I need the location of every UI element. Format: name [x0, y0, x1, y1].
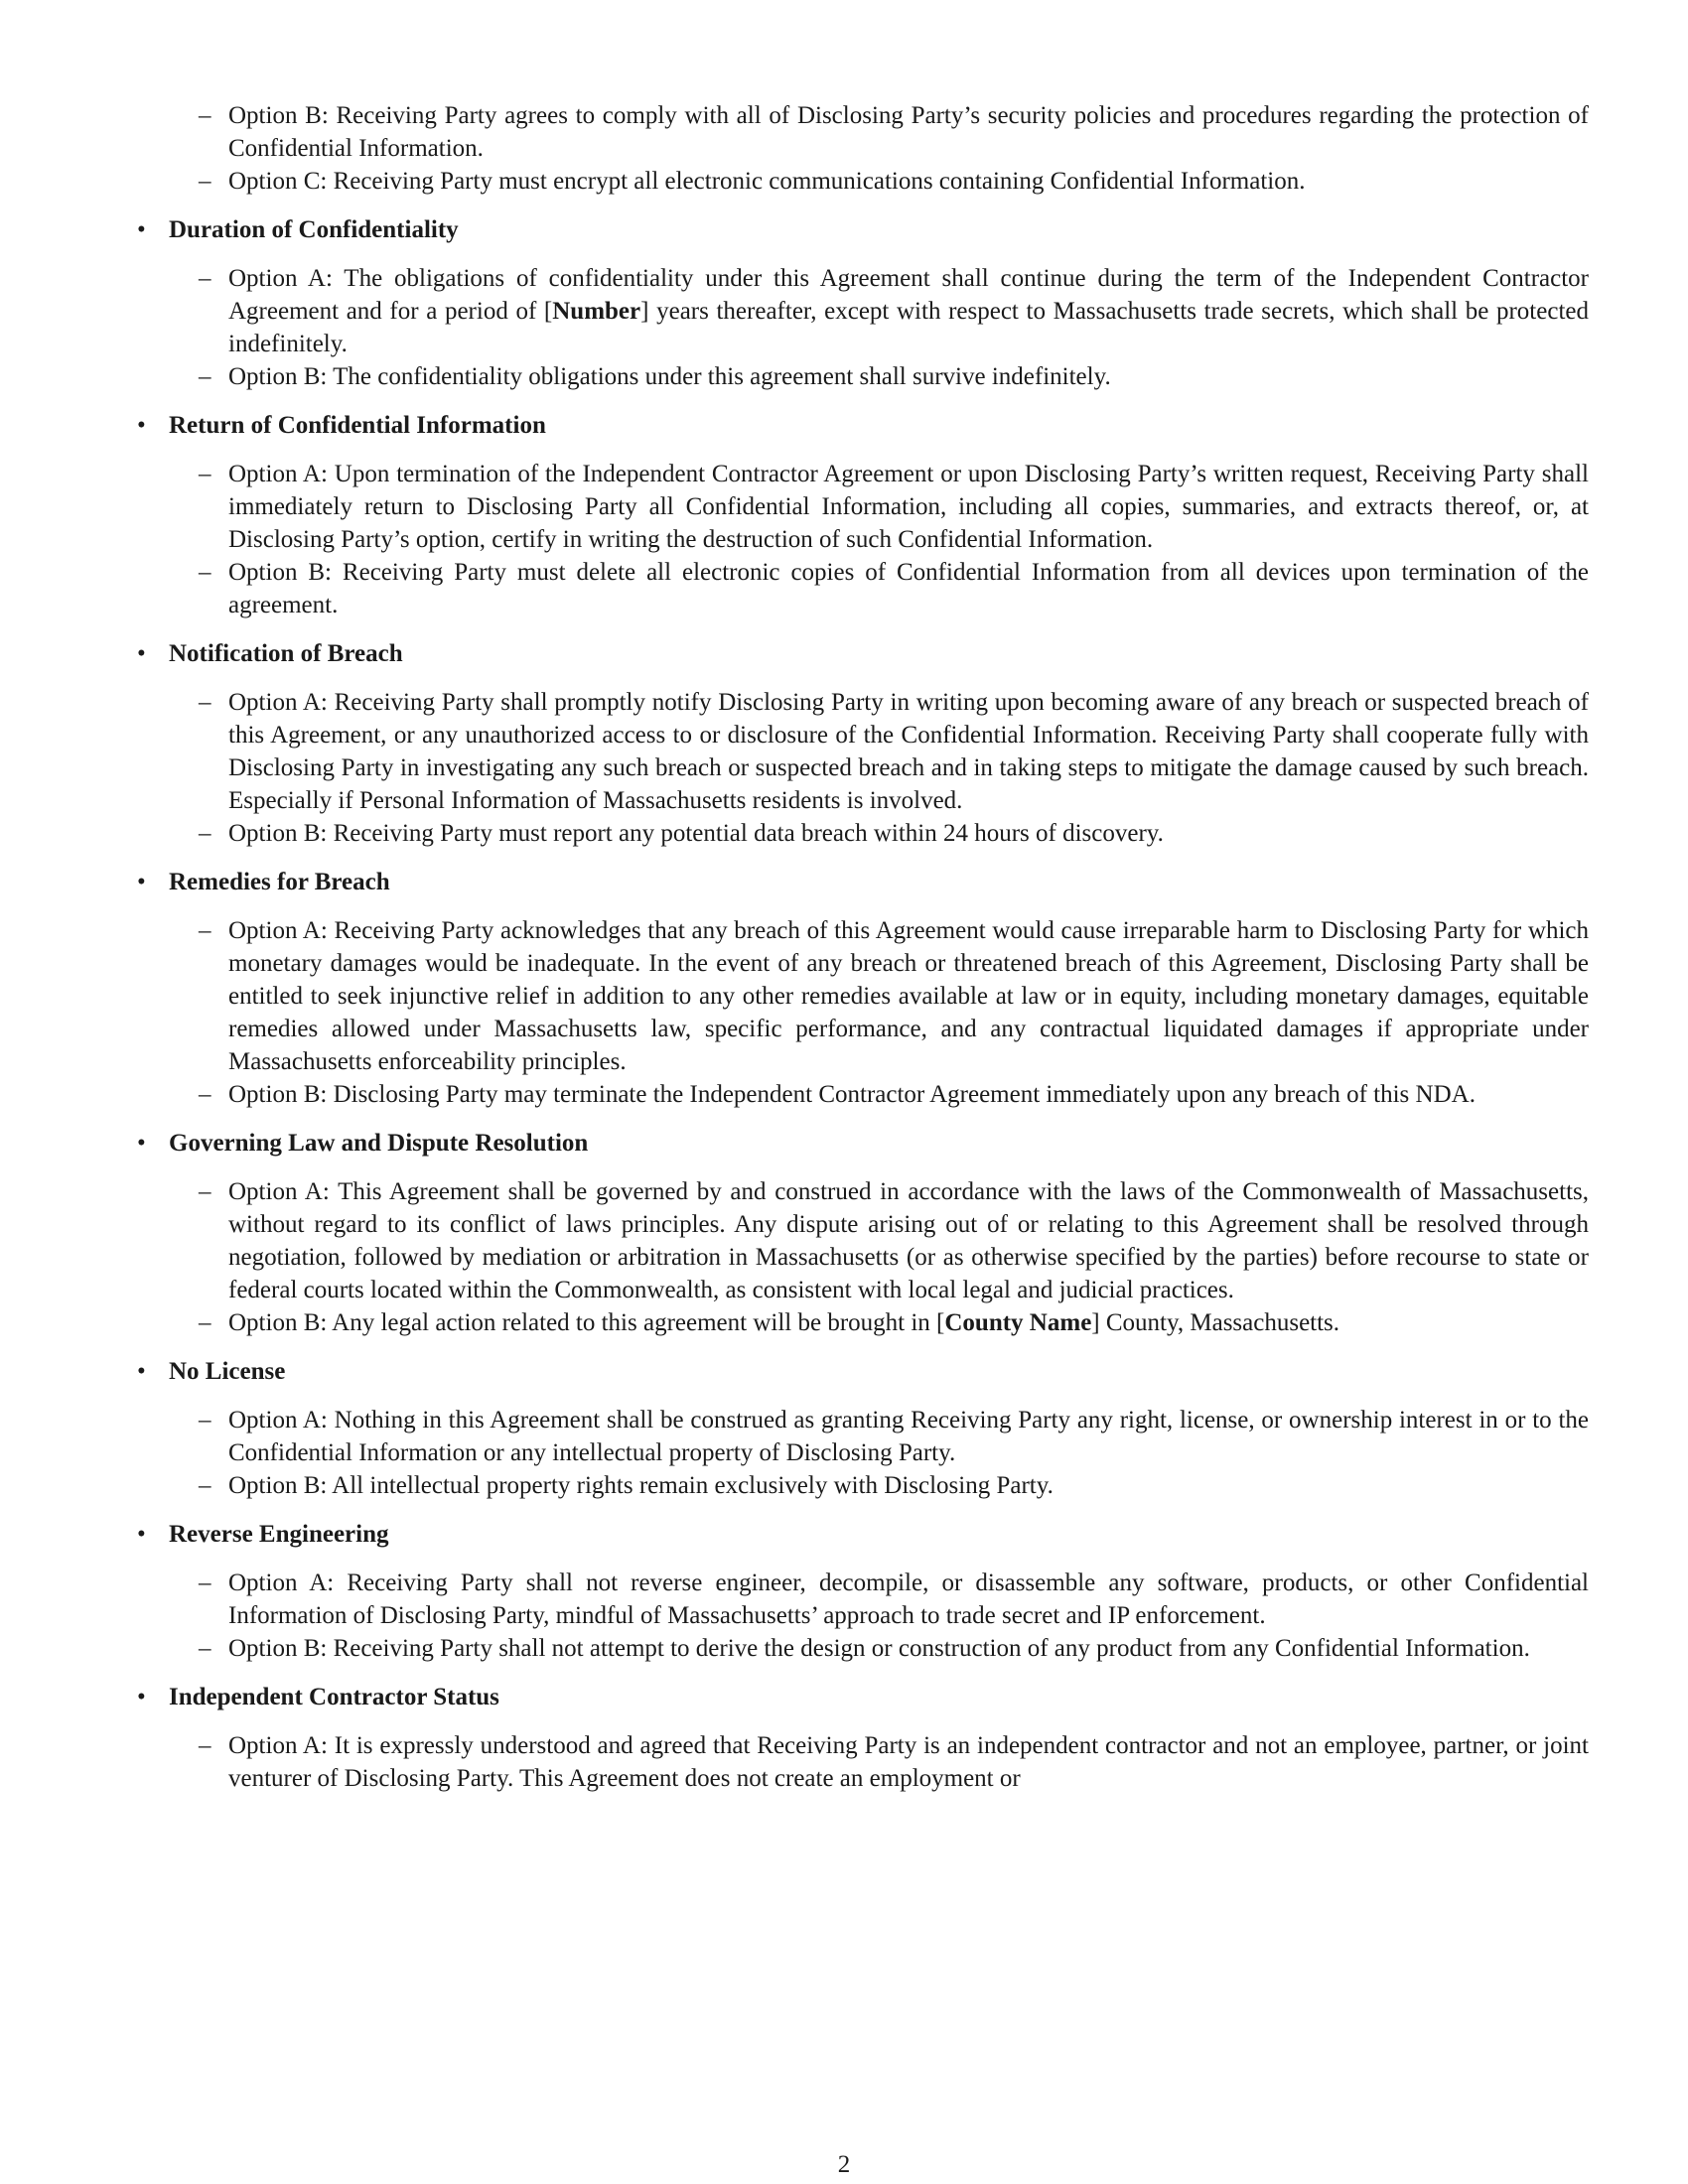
dash-icon: – [199, 1472, 211, 1499]
option-list [169, 914, 1589, 1111]
document-body [137, 99, 1589, 1795]
option-text: Option A: This Agreement shall be governed by and construed in accordance with the laws of the Commonwealth of Massachusetts, without regard to its conflict of laws principles. Any dispute arising out of or relating to this Agreement shall be resolved through negotiation, followed by mediation or arbitration in Massachusetts (or as otherwise specified by the parties) before recourse to state or federal courts located within the Commonwealth, as consistent with local legal and judicial practices. [228, 1178, 1589, 1303]
section-title: Return of Confidential Information [169, 412, 546, 439]
option-list [169, 458, 1589, 621]
dash-icon: – [199, 265, 211, 292]
section-title: Independent Contractor Status [169, 1684, 499, 1710]
dash-icon: – [199, 559, 211, 586]
dash-icon: – [199, 1178, 211, 1205]
option-item [199, 360, 1589, 393]
option-text: Option B: Receiving Party agrees to comply with all of Disclosing Party’s security policies and procedures regarding the protection of Confidential Information. [228, 102, 1589, 162]
option-item [199, 914, 1589, 1078]
dash-icon: – [199, 1407, 211, 1433]
option-list [169, 1404, 1589, 1502]
section-title: Remedies for Breach [169, 869, 390, 895]
section-item [137, 1681, 1589, 1795]
option-list [169, 1729, 1589, 1795]
option-text: Option B: All intellectual property rights remain exclusively with Disclosing Party. [228, 1472, 1054, 1499]
bullet-icon: • [137, 640, 146, 667]
option-text: Option B: Disclosing Party may terminate the Independent Contractor Agreement immediately upon any breach of this NDA. [228, 1081, 1476, 1108]
dash-icon: – [199, 1732, 211, 1759]
option-list [169, 1175, 1589, 1339]
option-text: Option B: Receiving Party must delete all electronic copies of Confidential Information from all devices upon termination of the agreement. [228, 559, 1589, 618]
dash-icon: – [199, 1309, 211, 1336]
dash-icon: – [199, 1635, 211, 1662]
bullet-icon: • [137, 1521, 146, 1548]
option-item [199, 165, 1589, 198]
dash-icon: – [199, 363, 211, 390]
section-list [137, 99, 1589, 1795]
section-title: Governing Law and Dispute Resolution [169, 1130, 589, 1157]
option-text: ] years thereafter, except with respect to Massachusetts trade secrets, which shall be protected indefinitely. [228, 298, 1589, 357]
placeholder-field: County Name [944, 1309, 1092, 1336]
dash-icon: – [199, 102, 211, 129]
option-item [199, 556, 1589, 621]
option-item [199, 1469, 1589, 1502]
option-text: Option B: Receiving Party must report any potential data breach within 24 hours of discovery. [228, 820, 1164, 847]
option-text: Option A: Receiving Party shall promptly notify Disclosing Party in writing upon becoming aware of any breach or suspected breach of this Agreement, or any unauthorized access to or disclosure of the Confidential Information. Receiving Party shall cooperate fully with Disclosing Party in investigating any such breach or suspected breach and in taking steps to mitigate the damage caused by such breach. Especially if Personal Information of Massachusetts residents is involved. [228, 689, 1589, 814]
option-item [199, 817, 1589, 850]
option-text: Option B: The confidentiality obligations under this agreement shall survive indefinitely. [228, 363, 1111, 390]
option-item [199, 1404, 1589, 1469]
section-item [137, 1355, 1589, 1502]
section-title: No License [169, 1358, 286, 1385]
page-number: 2 [837, 2151, 851, 2178]
option-item [199, 1729, 1589, 1795]
section-item [137, 637, 1589, 850]
dash-icon: – [199, 1081, 211, 1108]
bullet-icon: • [137, 412, 146, 439]
dash-icon: – [199, 1570, 211, 1596]
option-list [169, 686, 1589, 850]
bullet-icon: • [137, 1130, 146, 1157]
section-item [137, 213, 1589, 393]
option-list [169, 99, 1589, 198]
section-item [137, 866, 1589, 1111]
option-item [199, 686, 1589, 817]
bullet-icon: • [137, 1358, 146, 1385]
section-item [137, 99, 1589, 198]
dash-icon: – [199, 461, 211, 487]
option-text: Option B: Any legal action related to this agreement will be brought in [ [228, 1309, 945, 1336]
dash-icon: – [199, 820, 211, 847]
section-item [137, 1127, 1589, 1339]
option-item [199, 99, 1589, 165]
option-text: ] County, Massachusetts. [1091, 1309, 1340, 1336]
option-text: Option A: Upon termination of the Independent Contractor Agreement or upon Disclosing Party’s written request, Receiving Party shall immediately return to Disclosing Party all Confidential Information, including all copies, summaries, and extracts thereof, or, at Disclosing Party’s option, certify in writing the destruction of such Confidential Information. [228, 461, 1589, 553]
option-item [199, 458, 1589, 556]
option-text: Option B: Receiving Party shall not attempt to derive the design or construction of any product from any Confidential Information. [228, 1635, 1530, 1662]
option-item [199, 1078, 1589, 1111]
option-text: Option A: It is expressly understood and agreed that Receiving Party is an independent contractor and not an employee, partner, or joint venturer of Disclosing Party. This Agreement does not create an employment or [228, 1732, 1589, 1792]
option-text: Option A: The obligations of confidentiality under this Agreement shall continue during the term of the Independent Contractor Agreement and for a period of [ [228, 265, 1589, 325]
option-item [199, 1175, 1589, 1306]
dash-icon: – [199, 689, 211, 716]
section-title: Notification of Breach [169, 640, 403, 667]
option-list [169, 262, 1589, 393]
bullet-icon: • [137, 1684, 146, 1710]
dash-icon: – [199, 168, 211, 195]
option-text: Option A: Nothing in this Agreement shall be construed as granting Receiving Party any right, license, or ownership interest in or to the Confidential Information or any intellectual property of Disclosing Party. [228, 1407, 1589, 1466]
option-text: Option A: Receiving Party shall not reverse engineer, decompile, or disassemble any software, products, or other Confidential Information of Disclosing Party, mindful of Massachusetts’ approach to trade secret and IP enforcement. [228, 1570, 1589, 1629]
section-title: Duration of Confidentiality [169, 216, 459, 243]
option-item [199, 1306, 1589, 1339]
section-title: Reverse Engineering [169, 1521, 389, 1548]
option-text: Option C: Receiving Party must encrypt all electronic communications containing Confidential Information. [228, 168, 1306, 195]
option-item [199, 1567, 1589, 1632]
bullet-icon: • [137, 216, 146, 243]
bullet-icon: • [137, 869, 146, 895]
option-item [199, 262, 1589, 360]
option-list [169, 1567, 1589, 1665]
dash-icon: – [199, 917, 211, 944]
option-item [199, 1632, 1589, 1665]
section-item [137, 1518, 1589, 1665]
option-text: Option A: Receiving Party acknowledges that any breach of this Agreement would cause irreparable harm to Disclosing Party for which monetary damages would be inadequate. In the event of any breach or threatened breach of this Agreement, Disclosing Party shall be entitled to seek injunctive relief in addition to any other remedies available at law or in equity, including monetary damages, equitable remedies allowed under Massachusetts law, specific performance, and any contractual liquidated damages if appropriate under Massachusetts enforceability principles. [228, 917, 1589, 1075]
section-item [137, 409, 1589, 621]
placeholder-field: Number [552, 298, 641, 325]
